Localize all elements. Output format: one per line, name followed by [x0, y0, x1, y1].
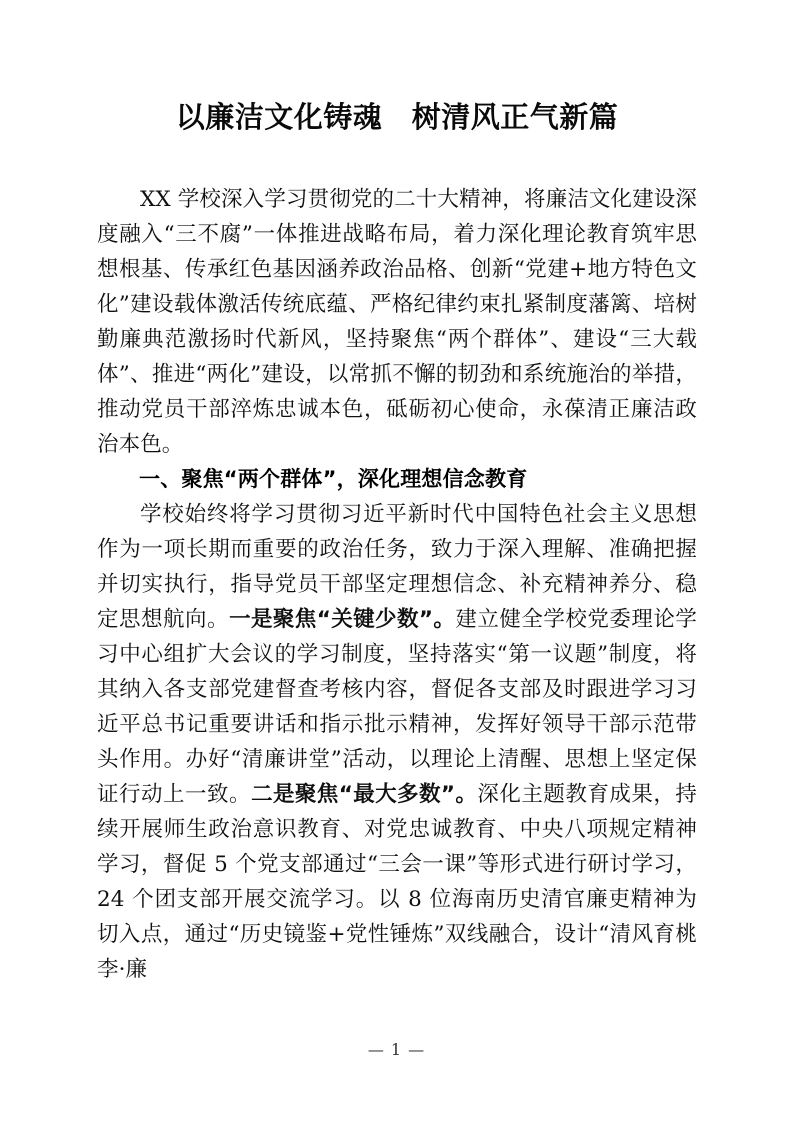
section-heading-1: 一、聚焦“两个群体”，深化理想信念教育 — [139, 467, 528, 491]
document-title: 以廉洁文化铸魂 树清风正气新篇 — [175, 100, 619, 134]
section-1-lead-1: 一是聚焦“关键少数”。 — [229, 607, 456, 632]
intro-paragraph: XX 学校深入学习贯彻党的二十大精神，将廉洁文化建设深度融入“三不腐”一体推进战略布局，着力深化理论教育筑牢思想根基、传承红色基因涵养政治品格、创新“党建+地方特色文化”建设载体激活传统底蕴、严格纪律约束扎紧制度藩篱、培树勤廉典范激扬时代新风，坚持聚焦“两个群体”、建设“三大载体”、推进“两化”建设，以常抓不懈的韧劲和系统施治的举措，推动党员干部淬炼忠诚本色，砥砺初心使命，永葆清正廉洁政治本色。 — [97, 187, 697, 457]
section-1-lead-2: 二是聚焦“最大多数”。 — [251, 782, 478, 807]
document-content — [97, 96, 697, 987]
page-footer — [0, 1040, 793, 1060]
section-1-text-part-3: 深化主题教育成果，持续开展师生政治意识教育、对党忠诚教育、中央八项规定精神学习，督促 5 个党支部通过“三会一课”等形式进行研讨学习，24 个团支部开展交流学习。以 8 位海南历史清官廉吏精神为切入点，通过“历史镜鉴+党性锤炼”双线融合，设计“清风育桃李·廉 — [97, 782, 697, 982]
section-1-text-part-2: 建立健全学校党委理论学习中心组扩大会议的学习制度，坚持落实“第一议题”制度，将其纳入各支部党建督查考核内容，督促各支部及时跟进学习习近平总书记重要讲话和指示批示精神，发挥好领导干部示范带头作用。办好“清廉讲堂”活动，以理论上清醒、思想上坚定保证行动上一致。 — [97, 607, 697, 807]
section-1-text-part-1: 学校始终将学习贯彻习近平新时代中国特色社会主义思想作为一项长期而重要的政治任务，致力于深入理解、准确把握并切实执行，指导党员干部坚定理想信念、补充精神养分、稳定思想航向。 — [97, 502, 697, 632]
page-number: — 1 — — [367, 1040, 426, 1059]
section-1-paragraph — [97, 497, 697, 987]
